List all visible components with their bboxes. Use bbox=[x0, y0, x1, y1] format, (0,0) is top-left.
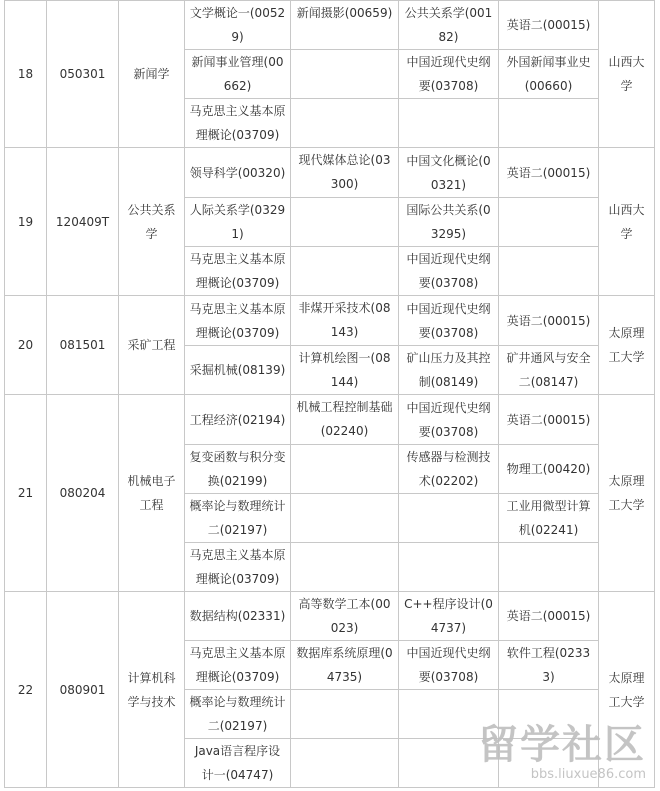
major-number: 22 bbox=[5, 592, 47, 788]
course-cell: 数据结构(02331) bbox=[185, 592, 291, 641]
course-cell: 英语二(00015) bbox=[499, 1, 599, 50]
major-number: 18 bbox=[5, 1, 47, 148]
table-row bbox=[5, 148, 655, 198]
course-cell: 数据库系统原理(04735) bbox=[291, 641, 399, 690]
major-name: 新闻学 bbox=[119, 1, 185, 148]
course-cell bbox=[499, 99, 599, 148]
course-cell bbox=[399, 739, 499, 788]
course-cell: 现代媒体总论(03300) bbox=[291, 148, 399, 198]
major-code: 050301 bbox=[47, 1, 119, 148]
course-cell bbox=[399, 99, 499, 148]
course-cell: 采掘机械(08139) bbox=[185, 346, 291, 395]
course-cell: 英语二(00015) bbox=[499, 395, 599, 445]
course-cell bbox=[499, 247, 599, 296]
table-row bbox=[5, 296, 655, 346]
course-cell: Java语言程序设计一(04747) bbox=[185, 739, 291, 788]
course-cell: 非煤开采技术(08143) bbox=[291, 296, 399, 346]
major-name: 机械电子工程 bbox=[119, 395, 185, 592]
course-cell: 高等数学工本(00023) bbox=[291, 592, 399, 641]
course-cell: 新闻事业管理(00662) bbox=[185, 50, 291, 99]
course-cell: 中国近现代史纲要(03708) bbox=[399, 247, 499, 296]
course-cell: 领导科学(00320) bbox=[185, 148, 291, 198]
course-cell: 中国近现代史纲要(03708) bbox=[399, 641, 499, 690]
course-cell bbox=[291, 739, 399, 788]
major-code: 080204 bbox=[47, 395, 119, 592]
course-cell: 公共关系学(00182) bbox=[399, 1, 499, 50]
course-cell: 中国近现代史纲要(03708) bbox=[399, 296, 499, 346]
major-name: 采矿工程 bbox=[119, 296, 185, 395]
course-cell bbox=[399, 543, 499, 592]
table-row bbox=[5, 592, 655, 641]
table-body bbox=[5, 1, 655, 788]
course-cell: 中国文化概论(00321) bbox=[399, 148, 499, 198]
course-cell bbox=[499, 690, 599, 739]
school-name: 太原理工大学 bbox=[599, 395, 655, 592]
course-cell bbox=[291, 50, 399, 99]
school-name: 太原理工大学 bbox=[599, 296, 655, 395]
course-cell: 马克思主义基本原理概论(03709) bbox=[185, 543, 291, 592]
table-row bbox=[5, 395, 655, 445]
course-cell bbox=[291, 99, 399, 148]
course-cell: 英语二(00015) bbox=[499, 148, 599, 198]
major-code: 120409T bbox=[47, 148, 119, 296]
school-name: 山西大学 bbox=[599, 148, 655, 296]
major-name: 计算机科学与技术 bbox=[119, 592, 185, 788]
course-cell bbox=[499, 543, 599, 592]
course-cell: 概率论与数理统计二(02197) bbox=[185, 494, 291, 543]
course-cell: 矿井通风与安全二(08147) bbox=[499, 346, 599, 395]
course-cell: 英语二(00015) bbox=[499, 592, 599, 641]
school-name: 山西大学 bbox=[599, 1, 655, 148]
course-cell: 马克思主义基本原理概论(03709) bbox=[185, 641, 291, 690]
course-cell: 中国近现代史纲要(03708) bbox=[399, 395, 499, 445]
course-cell: 工程经济(02194) bbox=[185, 395, 291, 445]
course-cell: 计算机绘图一(08144) bbox=[291, 346, 399, 395]
course-cell bbox=[499, 198, 599, 247]
course-cell bbox=[291, 247, 399, 296]
course-cell bbox=[291, 198, 399, 247]
major-name: 公共关系学 bbox=[119, 148, 185, 296]
table-row bbox=[5, 1, 655, 50]
course-cell: 马克思主义基本原理概论(03709) bbox=[185, 296, 291, 346]
course-cell: 文学概论一(00529) bbox=[185, 1, 291, 50]
course-cell: 人际关系学(03291) bbox=[185, 198, 291, 247]
course-cell: 中国近现代史纲要(03708) bbox=[399, 50, 499, 99]
watermark-logo: 留学社区 bbox=[478, 722, 646, 768]
course-cell bbox=[291, 543, 399, 592]
course-cell: 马克思主义基本原理概论(03709) bbox=[185, 247, 291, 296]
major-number: 21 bbox=[5, 395, 47, 592]
course-cell bbox=[399, 494, 499, 543]
course-cell bbox=[291, 445, 399, 494]
school-name: 太原理工大学 bbox=[599, 592, 655, 788]
course-cell: 马克思主义基本原理概论(03709) bbox=[185, 99, 291, 148]
watermark-url: bbs.liuxue86.com bbox=[530, 767, 646, 782]
major-number: 19 bbox=[5, 148, 47, 296]
course-cell: 工业用微型计算机(02241) bbox=[499, 494, 599, 543]
course-cell: C++程序设计(04737) bbox=[399, 592, 499, 641]
course-cell: 物理工(00420) bbox=[499, 445, 599, 494]
course-cell: 新闻摄影(00659) bbox=[291, 1, 399, 50]
course-cell: 矿山压力及其控制(08149) bbox=[399, 346, 499, 395]
course-cell: 国际公共关系(03295) bbox=[399, 198, 499, 247]
course-cell: 概率论与数理统计二(02197) bbox=[185, 690, 291, 739]
course-cell: 复变函数与积分变换(02199) bbox=[185, 445, 291, 494]
major-code: 080901 bbox=[47, 592, 119, 788]
major-code: 081501 bbox=[47, 296, 119, 395]
course-cell: 传感器与检测技术(02202) bbox=[399, 445, 499, 494]
course-cell bbox=[399, 690, 499, 739]
exam-course-table bbox=[4, 0, 655, 788]
course-cell: 机械工程控制基础(02240) bbox=[291, 395, 399, 445]
course-cell: 软件工程(02333) bbox=[499, 641, 599, 690]
course-cell: 外国新闻事业史(00660) bbox=[499, 50, 599, 99]
course-cell bbox=[291, 494, 399, 543]
course-cell bbox=[291, 690, 399, 739]
course-cell: 英语二(00015) bbox=[499, 296, 599, 346]
course-cell bbox=[499, 739, 599, 788]
major-number: 20 bbox=[5, 296, 47, 395]
